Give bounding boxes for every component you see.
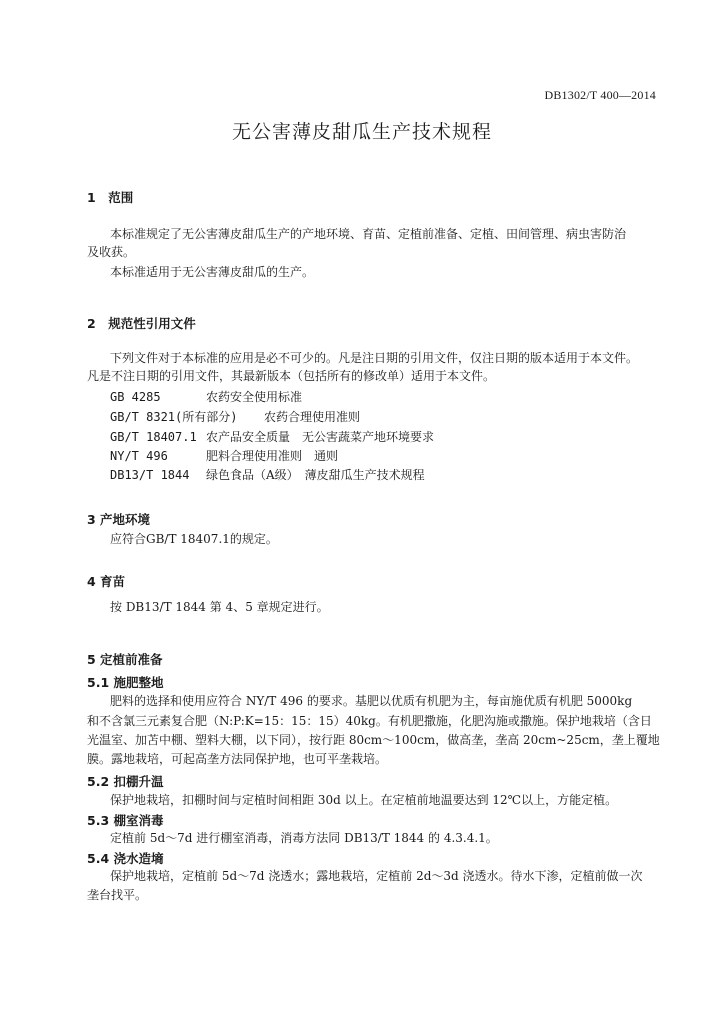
section-1-heading: 1 范围 <box>87 190 134 205</box>
subsection-5-4-heading: 5.4 浇水造墒 <box>87 851 164 866</box>
subsection-5-3-heading: 5.3 棚室消毒 <box>87 813 164 828</box>
subsection-5-1-line-4: 膜。露地栽培，可起高垄方法同保护地，也可平垄栽培。 <box>87 752 388 766</box>
reference-row <box>110 388 302 405</box>
reference-name: 农产品安全质量 无公害蔬菜产地环境要求 <box>206 430 435 444</box>
reference-name: 肥料合理使用准则 通则 <box>206 449 339 463</box>
reference-code: GB/T 8321(所有部分) <box>110 410 238 424</box>
subsection-5-1-heading: 5.1 施肥整地 <box>87 675 164 690</box>
section-2-heading: 2 规范性引用文件 <box>87 316 196 331</box>
subsection-5-2-heading: 5.2 扣棚升温 <box>87 774 164 789</box>
subsection-5-1-line-3: 光温室、加苫中棚、塑料大棚，以下同），按行距 80cm～100cm，做高垄，垄高 20cm~25cm，垄上覆地 <box>87 733 660 747</box>
section-1-paragraph-2: 本标准适用于无公害薄皮甜瓜的生产。 <box>110 265 315 279</box>
reference-name: 绿色食品（A级） 薄皮甜瓜生产技术规程 <box>206 468 425 482</box>
reference-code: NY/T 496 <box>110 449 168 463</box>
standard-number: DB1302/T 400—2014 <box>544 88 656 102</box>
subsection-5-2-line-1: 保护地栽培，扣棚时间与定植时间相距 30d 以上。在定植前地温要达到 12℃以上，方能定植。 <box>110 793 618 807</box>
subsection-5-4-line-2: 垄台找平。 <box>87 888 148 902</box>
reference-name: 农药安全使用标准 <box>206 390 303 404</box>
section-3-paragraph: 应符合GB/T 18407.1的规定。 <box>110 532 278 546</box>
subsection-5-4-line-1: 保护地栽培，定植前 5d～7d 浇透水；露地栽培，定植前 2d～3d 浇透水。待水下渗，定植前做一次 <box>110 869 643 883</box>
subsection-5-3-line-1: 定植前 5d～7d 进行棚室消毒，消毒方法同 DB13/T 1844 的 4.3.4.1。 <box>110 831 498 845</box>
section-3-heading: 3 产地环境 <box>87 512 151 527</box>
reference-row <box>110 466 425 483</box>
section-1-paragraph-1-line-1: 本标准规定了无公害薄皮甜瓜生产的产地环境、育苗、定植前准备、定植、田间管理、病虫害防治 <box>110 227 627 241</box>
section-5-heading: 5 定植前准备 <box>87 652 163 667</box>
section-2-intro-line-1: 下列文件对于本标准的应用是必不可少的。凡是注日期的引用文件，仅注日期的版本适用于本文件。 <box>110 351 639 365</box>
reference-row <box>110 447 338 464</box>
subsection-5-1-line-2: 和不含氯三元素复合肥（N:P:K=15：15：15）40kg。有机肥撒施，化肥沟施或撒施。保护地栽培（含日 <box>87 714 652 728</box>
reference-code: DB13/T 1844 <box>110 468 190 482</box>
reference-code: GB/T 18407.1 <box>110 430 197 444</box>
reference-row <box>110 428 434 445</box>
section-4-paragraph: 按 DB13/T 1844 第 4、5 章规定进行。 <box>110 600 329 614</box>
document-title: 无公害薄皮甜瓜生产技术规程 <box>231 121 492 143</box>
section-4-heading: 4 育苗 <box>87 574 126 589</box>
reference-name: 农药合理使用准则 <box>264 410 361 424</box>
reference-row <box>110 408 360 425</box>
subsection-5-1-line-1: 肥料的选择和使用应符合 NY/T 496 的要求。基肥以优质有机肥为主，每亩施优质有机肥 5000kg <box>110 694 633 708</box>
section-2-intro-line-2: 凡是不注日期的引用文件，其最新版本（包括所有的修改单）适用于本文件。 <box>87 369 496 383</box>
section-1-paragraph-1-line-2: 及收获。 <box>87 245 136 259</box>
reference-code: GB 4285 <box>110 390 161 404</box>
